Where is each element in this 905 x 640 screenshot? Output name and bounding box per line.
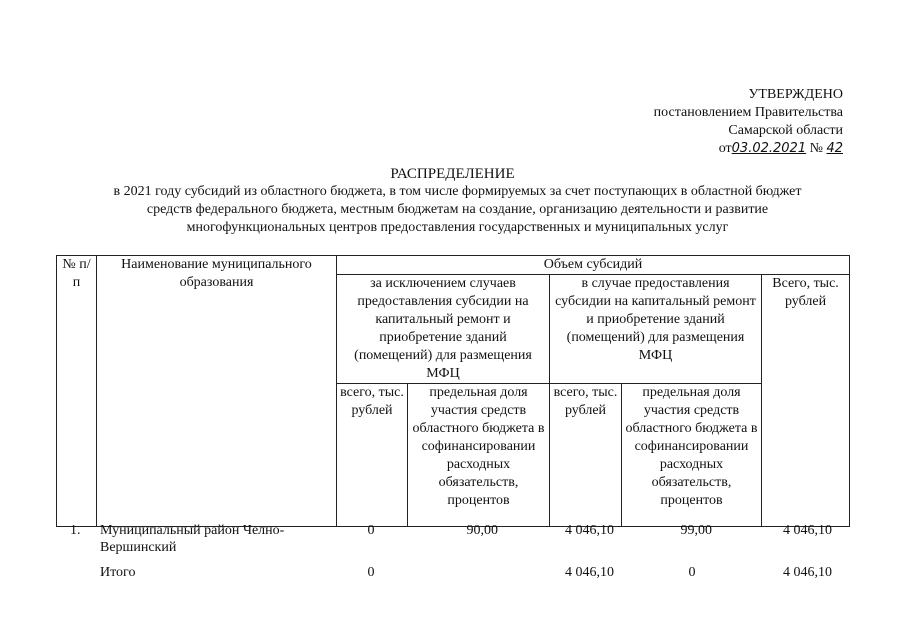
- summary-g2-total: 4 046,10: [565, 565, 614, 580]
- date-prefix: от: [718, 141, 732, 156]
- summary-row: [56, 564, 849, 582]
- row-g1-total: 0: [367, 523, 375, 538]
- row-g2-share: 99,00: [680, 523, 712, 538]
- subtitle-line: средств федерального бюджета, местным бюджетам на создание, организацию деятельности и развитие: [146, 202, 769, 217]
- header-num: № п/п: [57, 256, 97, 527]
- header-group-2: в случае предоставления субсидии на капитальный ремонт и приобретение зданий (помещений) для размещения МФЦ: [550, 275, 762, 384]
- summary-label: Итого: [100, 565, 136, 580]
- approval-heading: УТВЕРЖДЕНО: [748, 87, 843, 102]
- header-g1-total: всего, тыс. рублей: [337, 384, 408, 527]
- approval-date: 03.02.2021: [731, 141, 807, 156]
- header-name: Наименование муниципального образования: [97, 256, 337, 527]
- approval-line-3: Самарской области: [728, 123, 843, 138]
- summary-total: 4 046,10: [783, 565, 832, 580]
- subtitle-line: многофункциональных центров предоставления государственных и муниципальных услуг: [186, 220, 729, 235]
- approval-date-line: [583, 140, 843, 158]
- row-g2-total: 4 046,10: [565, 523, 614, 538]
- subsidy-table-header: [56, 255, 850, 527]
- number-prefix: №: [809, 141, 823, 156]
- subtitle-line: в 2021 году субсидий из областного бюджета, в том числе формируемых за счет поступающих в областной бюджет: [113, 184, 802, 199]
- header-g2-total: всего, тыс. рублей: [550, 384, 622, 527]
- header-group-1: за исключением случаев предоставления субсидии на капитальный ремонт и приобретение зданий (помещений) для размещения МФЦ: [337, 275, 550, 384]
- row-num: 1.: [70, 523, 81, 538]
- row-g1-share: 90,00: [466, 523, 498, 538]
- row-total: 4 046,10: [783, 523, 832, 538]
- table-row: [56, 522, 849, 558]
- header-volume: Объем субсидий: [337, 256, 850, 275]
- document-title: РАСПРЕДЕЛЕНИЕ: [390, 166, 515, 182]
- row-name: Муниципальный район Челно-Вершинский: [100, 523, 285, 555]
- summary-g1-total: 0: [367, 565, 375, 580]
- header-total: Всего, тыс. рублей: [762, 275, 850, 527]
- document-subtitle: [70, 183, 845, 237]
- approval-line-2: постановлением Правительства: [653, 105, 843, 120]
- header-g2-share: предельная доля участия средств областного бюджета в софинансировании расходных обязательств, процентов: [622, 384, 762, 527]
- header-g1-share: предельная доля участия средств областного бюджета в софинансировании расходных обязательств, процентов: [408, 384, 550, 527]
- approval-number: 42: [826, 141, 843, 156]
- summary-g2-share: 0: [688, 565, 696, 580]
- approval-block: [583, 86, 843, 158]
